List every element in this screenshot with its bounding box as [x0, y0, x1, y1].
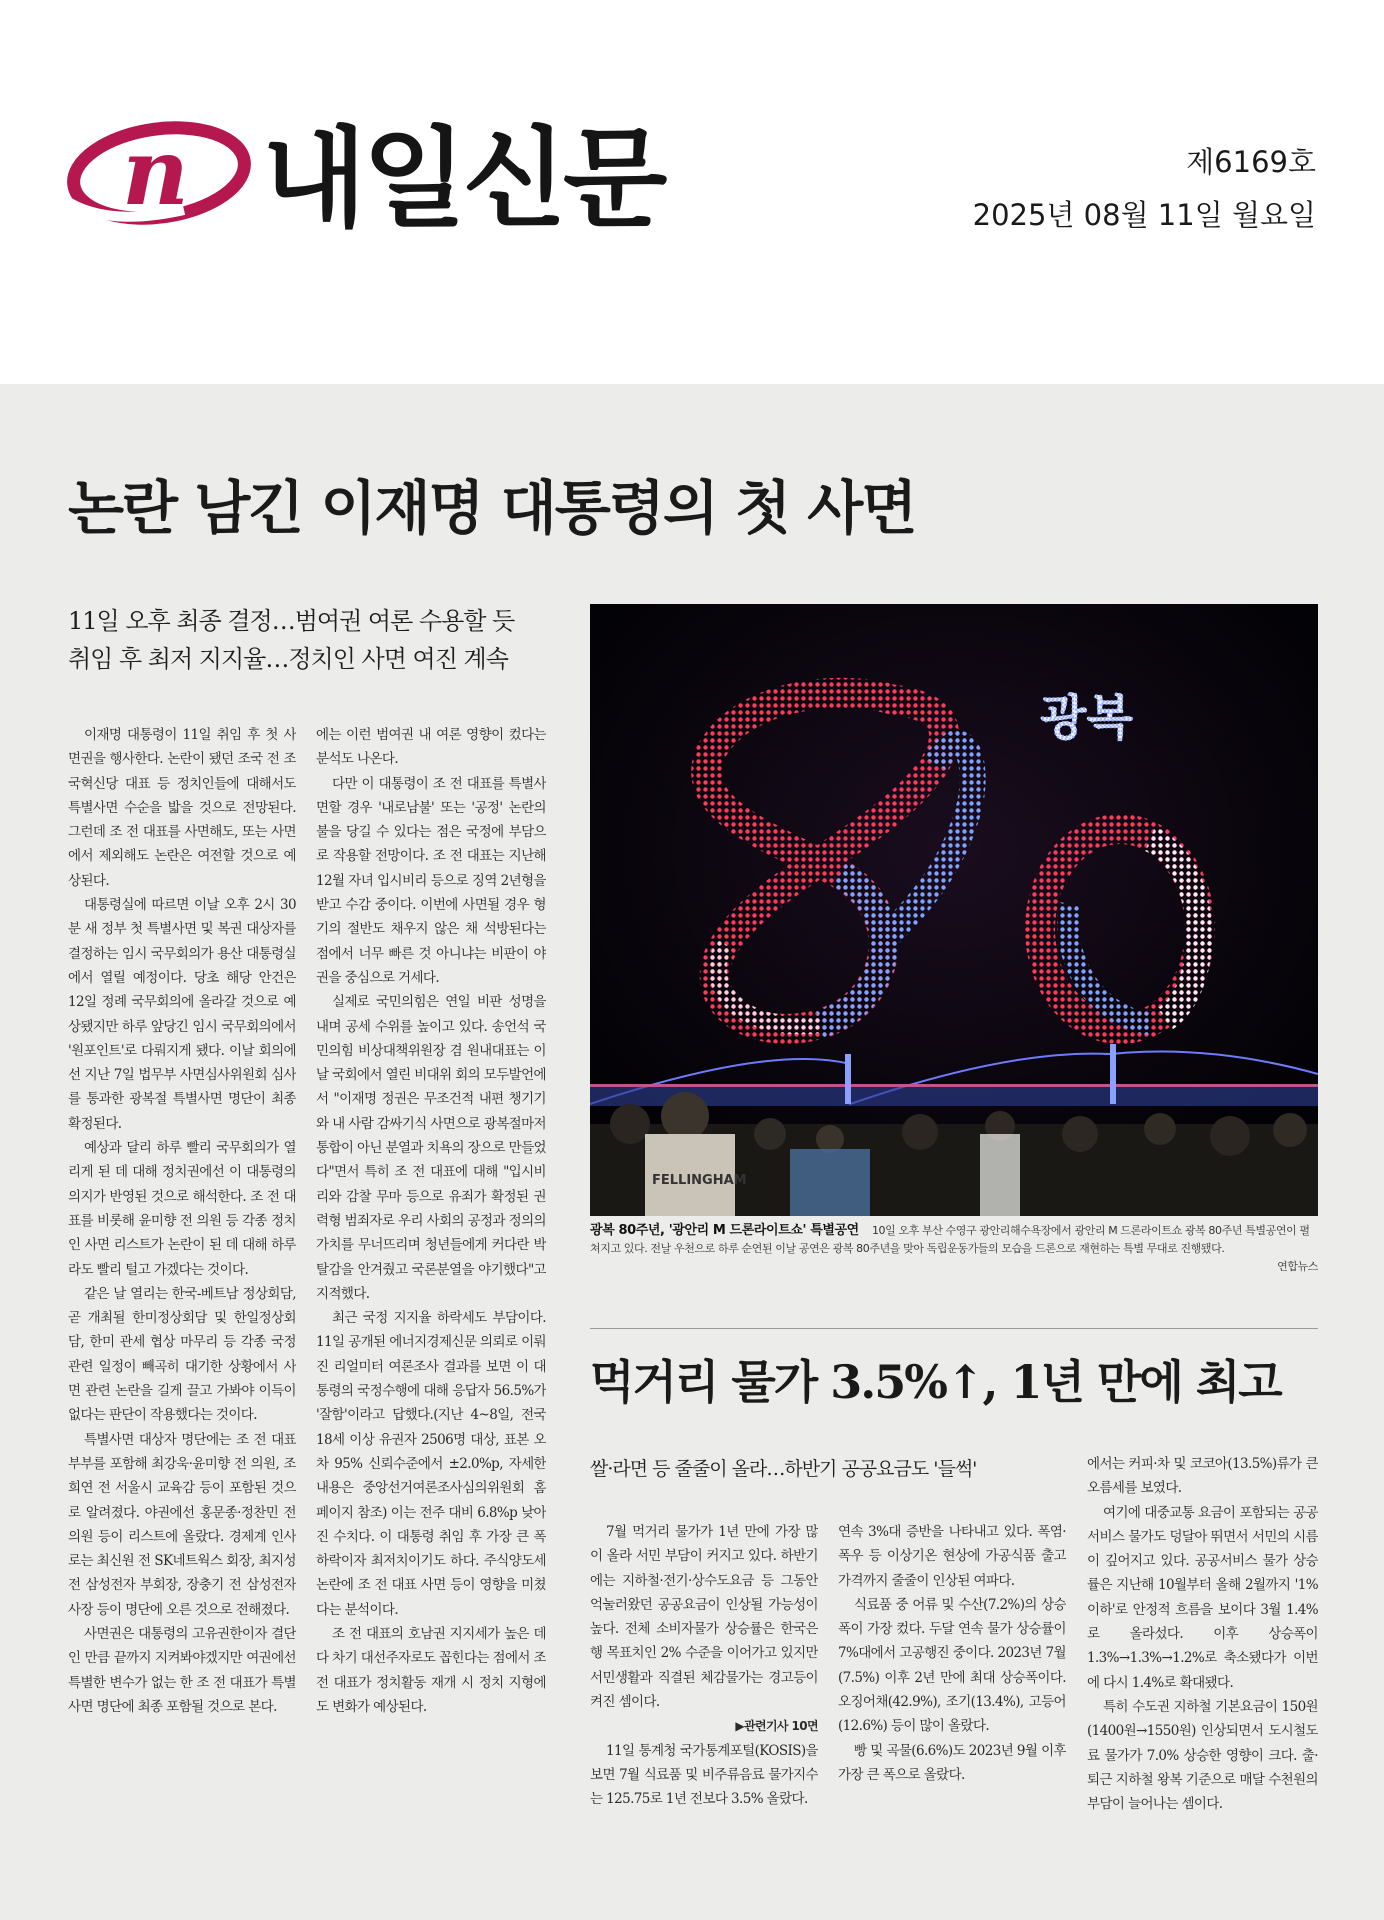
second-subhead: 쌀·라면 등 줄줄이 올라…하반기 공공요금도 '들썩' — [590, 1458, 977, 1480]
front-page — [0, 384, 1384, 1920]
second-column-1 — [590, 1520, 818, 1920]
lead-headline: 논란 남긴 이재명 대통령의 첫 사면 — [68, 474, 916, 542]
related-article-link[interactable]: ▶관련기사 10면 — [735, 1719, 818, 1734]
paragraph: 빵 및 곡물(6.6%)도 2023년 9월 이후 가장 큰 폭으로 올랐다. — [838, 1742, 1066, 1783]
second-column-2 — [838, 1520, 1066, 1920]
paragraph: 특히 수도권 지하철 기본요금이 150원(1400원→1550원) 인상되면서 도시철도료 물가가 7.0% 상승한 영향이 크다. 출·퇴근 지하철 왕복 기준으로 매달 수천원의 부담이 늘어나는 셈이다. — [1087, 1698, 1318, 1813]
svg-text:n: n — [122, 118, 189, 226]
n-swoosh-logo-icon — [64, 118, 254, 228]
paragraph: 다만 이 대통령이 조 전 대표를 특별사면할 경우 '내로남불' 또는 '공정' 논란의 불을 당길 수 있다는 점은 국정에 부담으로 작용할 전망이다. 조 전 대표는 지난해 12월 자녀 입시비리 등으로 징역 2년형을 받고 수감 중이다. 이번에 사면될 경우 형기의 절반도 채우지 않은 채 석방된다는 점에서 너무 빠른 것 아니냐는 비판이 야권을 중심으로 거세다. — [316, 775, 546, 986]
issue-info — [972, 145, 1316, 254]
caption-title: 광복 80주년, '광안리 M 드론라이트쇼' 특별공연 — [590, 1223, 859, 1238]
paragraph: 실제로 국민의힘은 연일 비판 성명을 내며 공세 수위를 높이고 있다. 송언석 국민의힘 비상대책위원장 겸 원내대표는 이날 국회에서 열린 비대위 회의 모두발언에서 "이재명 정권은 무조건적 내편 챙기기와 내 사람 감싸기식 사면으로 광복절마저 통합이 아닌 분열과 치욕의 장으로 만들었다"면서 특히 조 전 대표에 대해 "입시비리와 감찰 무마 등으로 유죄가 확정된 권력형 범죄자로 우리 사회의 공정과 정의의 가치를 무너뜨리며 청년들에게 커다란 박탈감을 안겨줬고 국론분열을 야기했다"고 지적했다. — [316, 994, 546, 1302]
drone-show-illustration — [590, 604, 1318, 1216]
paragraph: 7월 먹거리 물가가 1년 만에 가장 많이 올라 서민 부담이 커지고 있다. 하반기에는 지하철·전기·상수도요금 등 그동안 억눌러왔던 공공요금이 인상될 가능성이 높다. 전체 소비자물가 상승률은 한국은행 목표치인 2% 수준을 이어가고 있지만 서민생활과 직결된 체감물가는 경고등이 켜진 셈이다. — [590, 1524, 818, 1711]
issue-number: 제6169호 — [1186, 145, 1316, 179]
paragraph: 같은 날 열리는 한국-베트남 정상회담, 곧 개최될 한미정상회담 및 한일정상회담, 한미 관세 협상 마무리 등 각종 국정 관련 일정이 빼곡히 대기한 상황에서 사면 관련 논란을 길게 끌고 가봐야 이득이 없다는 판단이 작용했다는 것이다. — [68, 1285, 296, 1424]
masthead — [0, 0, 1384, 384]
photo-caption — [590, 1222, 1318, 1276]
newspaper-name: 내일신문 — [262, 117, 664, 242]
paragraph: 대통령실에 따르면 이날 오후 2시 30분 새 정부 첫 특별사면 및 복권 대상자를 결정하는 임시 국무회의가 용산 대통령실에서 열릴 예정이다. 당초 해당 안건은 12일 정례 국무회의에 올라갈 것으로 예상됐지만 하루 앞당긴 임시 국무회의에서 '원포인트'로 다뤄지게 됐다. 이날 회의에선 지난 7일 법무부 사면심사위원회 심사를 통과한 광복절 특별사면 명단이 최종 확정된다. — [68, 897, 296, 1132]
drone-overlay-text: 광복 — [1040, 690, 1133, 746]
paragraph: 최근 국정 지지율 하락세도 부담이다. 11일 공개된 에너지경제신문 의뢰로 이뤄진 리얼미터 여론조사 결과를 보면 이 대통령의 국정수행에 대해 응답자 56.5%가 '잘함'이라고 답했다.(지난 4~8일, 전국 18세 이상 유권자 2506명 대상, 표본 오차 95% 신뢰수준에서 ±2.0%p, 자세한 내용은 중앙선거여론조사심의위원회 홈페이지 참조) 이는 전주 대비 6.8%p 낮아진 수치다. 이 대통령 취임 후 가장 큰 폭 하락이자 최저치이기도 하다. 주식양도세 논란에 조 전 대표 사면 등이 영향을 미쳤다는 분석이다. — [316, 1310, 546, 1618]
second-headline: 먹거리 물가 3.5%↑, 1년 만에 최고 — [590, 1355, 1281, 1409]
lead-column-2 — [316, 723, 546, 1917]
caption-body: 10일 오후 부산 수영구 광안리해수욕장에서 광안리 M 드론라이트쇼 광복 80주년 특별공연이 펼쳐지고 있다. 전날 우천으로 하루 순연된 이날 공연은 광복 80주년을 맞아 독립운동가들의 모습을 드론으로 재현하는 특별 무대로 진행됐다. — [590, 1224, 1310, 1255]
paragraph: 11일 통계청 국가통계포털(KOSIS)을 보면 7월 식료품 및 비주류음료 물가지수는 125.75로 1년 전보다 3.5% 올랐다. — [590, 1742, 818, 1808]
lead-column-1 — [68, 723, 296, 1917]
paragraph: 특별사면 대상자 명단에는 조 전 대표 부부를 포함해 최강욱·윤미향 전 의원, 조희연 전 서울시 교육감 등이 포함된 것으로 알려졌다. 야권에선 홍문종·정찬민 전 의원 등이 리스트에 올랐다. 경제계 인사로는 최신원 전 SK네트웍스 회장, 최지성 전 삼성전자 부회장, 장충기 전 삼성전자 사장 등이 명단에 오른 것으로 전해졌다. — [68, 1431, 296, 1618]
issue-date: 2025년 08월 11일 월요일 — [972, 198, 1316, 232]
paragraph: 식료품 중 어류 및 수산(7.2%)의 상승폭이 가장 컸다. 두달 연속 물가 상승률이 7%대에서 고공행진 중이다. 2023년 7월(7.5%) 이후 2년 만에 최대 상승폭이다. 오징어채(42.9%), 조기(13.4%), 고등어(12.6%) 등이 많이 올랐다. — [838, 1596, 1066, 1735]
caption-credit: 연합뉴스 — [1277, 1260, 1318, 1273]
lead-subheads — [68, 602, 568, 678]
paragraph: 에는 이런 범여권 내 여론 영향이 컸다는 분석도 나온다. — [316, 727, 546, 768]
section-divider — [590, 1328, 1318, 1329]
paragraph: 연속 3%대 증반을 나타내고 있다. 폭염·폭우 등 이상기온 현상에 가공식품 출고가격까지 줄줄이 인상된 여파다. — [838, 1524, 1066, 1589]
drone-show-photo — [590, 604, 1318, 1216]
shirt-text: FELLINGHAM — [652, 1173, 747, 1188]
lead-subhead-1: 11일 오후 최종 결정…범여권 여론 수용할 듯 — [68, 607, 515, 635]
paragraph: 여기에 대중교통 요금이 포함되는 공공서비스 물가도 덩달아 뛰면서 서민의 시름이 깊어지고 있다. 공공서비스 물가 상승률은 지난해 10월부터 올해 2월까지 '1% 이하'로 안정적 흐름을 보이다 3월 1.4%로 올라섰다. 이후 상승폭이 1.3%→1.3%→1.2%로 축소됐다가 이번에 다시 1.4%로 확대됐다. — [1087, 1504, 1318, 1691]
paragraph: 예상과 달리 하루 빨리 국무회의가 열리게 된 데 대해 정치권에선 이 대통령의 의지가 반영된 것으로 해석한다. 조 전 대표를 비롯해 윤미향 전 의원 등 각종 정치인 사면 리스트가 논란이 된 데 대해 하루라도 빨리 털고 가겠다는 것이다. — [68, 1140, 296, 1278]
lead-subhead-2: 취임 후 최저 지지율…정치인 사면 여진 계속 — [68, 645, 508, 673]
paragraph: 사면권은 대통령의 고유권한이자 결단인 만큼 끝까지 지켜봐야겠지만 여권에선 특별한 변수가 없는 한 조 전 대표가 특별사면 명단에 최종 포함될 것으로 본다. — [68, 1625, 296, 1715]
second-column-3 — [1087, 1452, 1318, 1920]
paragraph: 에서는 커피·차 및 코코아(13.5%)류가 큰 오름세를 보였다. — [1087, 1456, 1318, 1497]
paragraph: 이재명 대통령이 11일 취임 후 첫 사면권을 행사한다. 논란이 됐던 조국 전 조국혁신당 대표 등 정치인들에 대해서도 특별사면 수순을 밟을 것으로 전망된다. 그런데 조 전 대표를 사면해도, 또는 사면에서 제외해도 논란은 여전할 것으로 예상된다. — [68, 727, 296, 889]
paragraph: 조 전 대표의 호남권 지지세가 높은 데다 차기 대선주자로도 꼽힌다는 점에서 조 전 대표가 정치활동 재개 시 정치 지형에도 변화가 예상된다. — [316, 1625, 546, 1715]
